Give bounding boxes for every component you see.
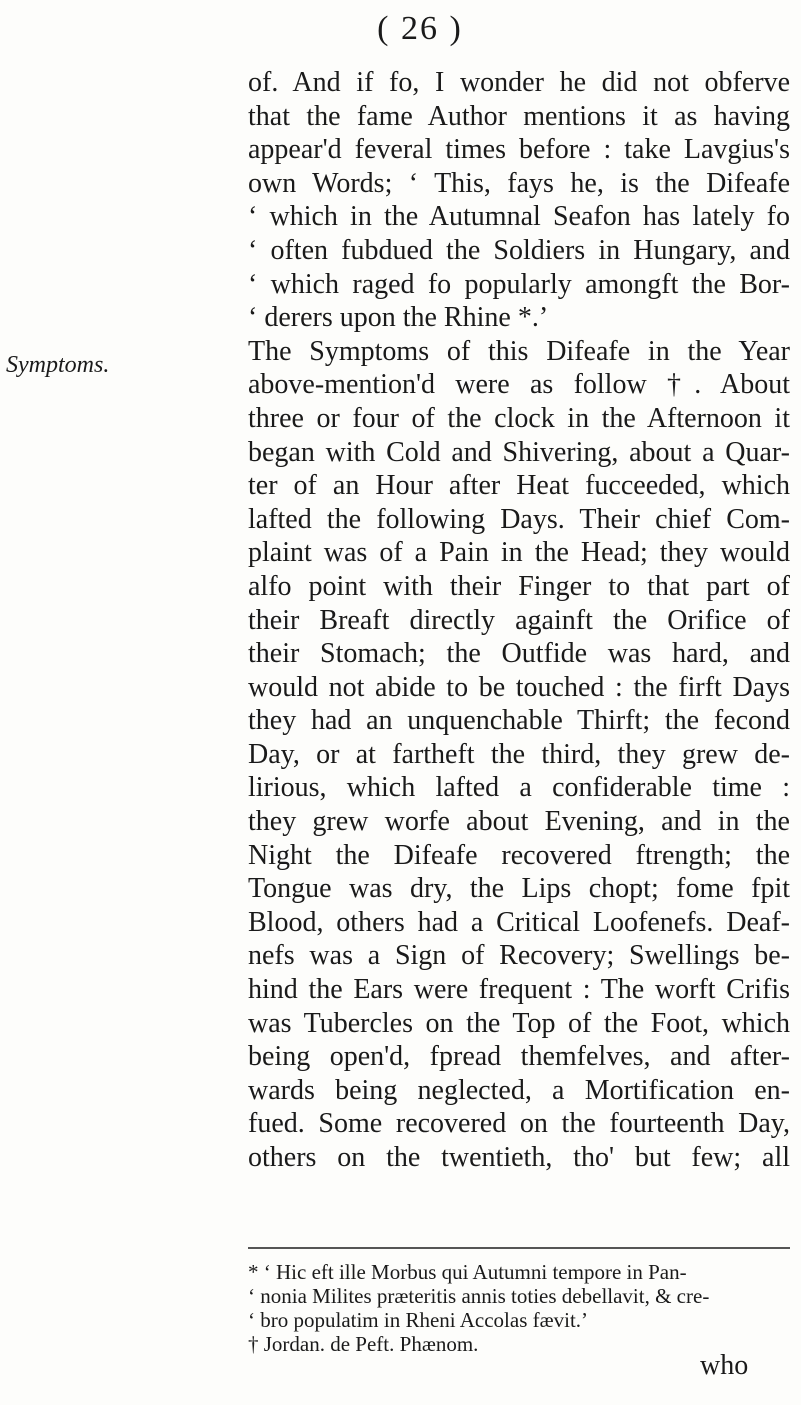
text-line: hind the Ears were frequent : The worft Crifis <box>248 974 790 1006</box>
text-line: they had an unquenchable Thirft; the fecond <box>248 705 790 737</box>
text-line: began with Cold and Shivering, about a Quar- <box>248 436 790 468</box>
text-line: appear'd feveral times before : take Lavgius's <box>248 134 790 166</box>
text-line: alfo point with their Finger to that part of <box>248 570 790 602</box>
text-line: their Stomach; the Outfide was hard, and <box>248 638 790 670</box>
page-number: ( 26 ) <box>377 10 463 47</box>
text-line: ‘ often fubdued the Soldiers in Hungary, and <box>248 234 790 266</box>
text-line: ‘ derers upon the Rhine *.’ <box>248 302 549 334</box>
text-line: was Tubercles on the Top of the Foot, which <box>248 1007 790 1039</box>
text-line: three or four of the clock in the Afternoon it <box>248 402 790 434</box>
text-line: lirious, which lafted a confiderable time : <box>248 772 790 804</box>
text-line: they grew worfe about Evening, and in the <box>248 806 790 838</box>
text-line: being open'd, fpread themfelves, and after- <box>248 1041 790 1073</box>
text-line: Tongue was dry, the Lips chopt; fome fpit <box>248 873 790 905</box>
footnote-line: ‘ bro populatim in Rheni Accolas fævit.’ <box>248 1308 589 1332</box>
text-line: The Symptoms of this Difeafe in the Year <box>248 335 790 367</box>
text-line: nefs was a Sign of Recovery; Swellings be- <box>248 940 790 972</box>
text-line: of. And if fo, I wonder he did not obferve <box>248 67 790 98</box>
footnote-divider <box>248 1247 790 1249</box>
text-line: others on the twentieth, tho' but few; all <box>248 1142 790 1173</box>
text-line: own Words; ‘ This, fays he, is the Difeafe <box>248 167 790 199</box>
footnote-line: † Jordan. de Peft. Phænom. <box>248 1332 479 1356</box>
text-line: wards being neglected, a Mortification en- <box>248 1074 790 1106</box>
margin-note: Symptoms. <box>6 352 110 378</box>
text-line: their Breaft directly againft the Orifice of <box>248 604 790 636</box>
text-line: lafted the following Days. Their chief Com- <box>248 503 790 535</box>
footnote-line: ‘ nonia Milites præteritis annis toties debellavit, & cre- <box>248 1284 710 1308</box>
text-line: fued. Some recovered on the fourteenth Day, <box>248 1108 790 1140</box>
text-line: above-mention'd were as follow †. About <box>248 369 790 401</box>
text-line: would not abide to be touched : the firft Days <box>248 671 790 703</box>
text-line: ‘ which raged fo popularly amongft the Bor- <box>248 268 790 300</box>
text-line: Night the Difeafe recovered ftrength; the <box>248 839 790 871</box>
text-line: that the fame Author mentions it as having <box>248 100 790 132</box>
catchword: who <box>700 1350 749 1381</box>
text-line: ‘ which in the Autumnal Seafon has lately fo <box>248 201 790 233</box>
text-line: Blood, others had a Critical Loofenefs. Deaf- <box>248 906 790 938</box>
body-text <box>248 66 790 1175</box>
text-line: ter of an Hour after Heat fucceeded, which <box>248 470 790 502</box>
footnotes <box>248 1260 790 1356</box>
footnote-line: * ‘ Hic eft ille Morbus qui Autumni tempore in Pan- <box>248 1260 687 1284</box>
text-line: plaint was of a Pain in the Head; they would <box>248 537 790 569</box>
text-line: Day, or at fartheft the third, they grew de- <box>248 738 790 770</box>
